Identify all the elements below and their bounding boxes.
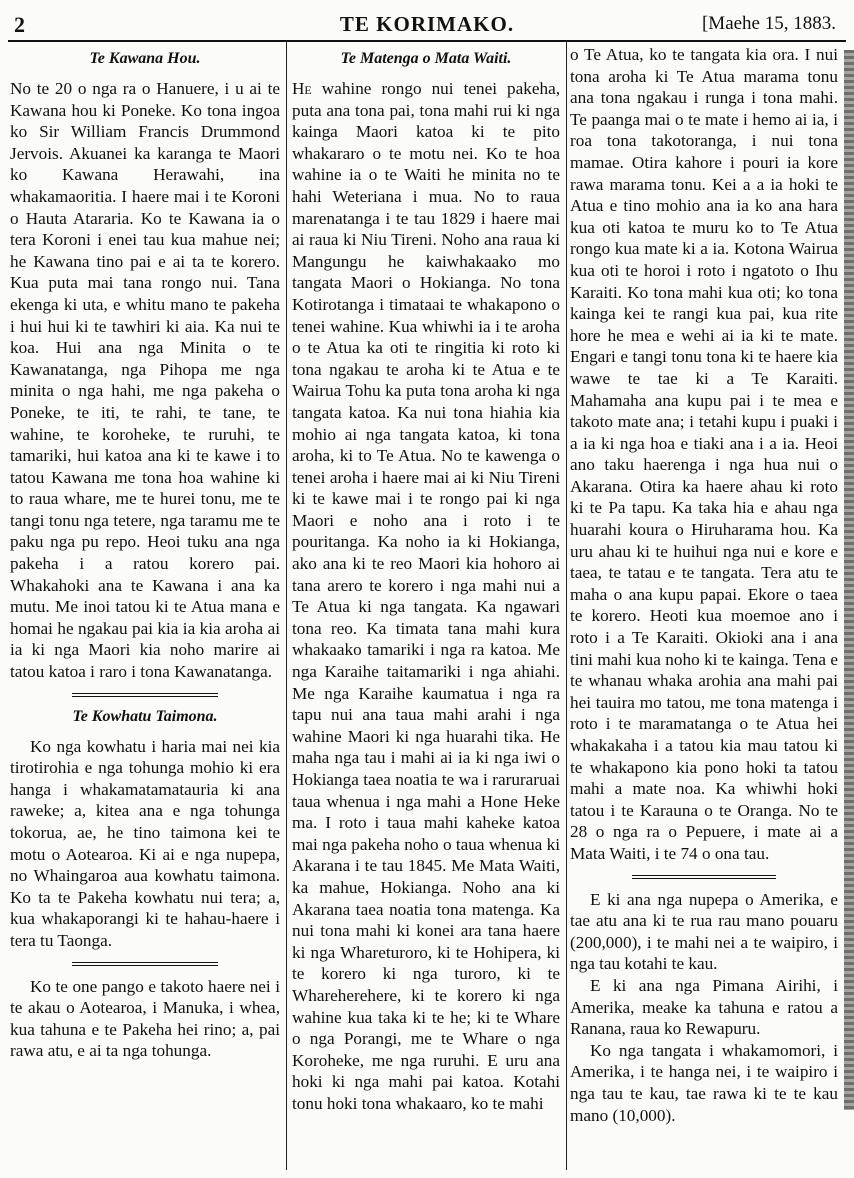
column-divider-2	[566, 42, 567, 1170]
article-body-black-sand: Ko te one pango e takoto haere nei i te akau o Aotearoa, i Manuka, i whea, kua tahuna e te Pakeha hei rino; a, pai rawa atu, e ai ta nga tohunga.	[10, 976, 280, 1061]
article-separator	[72, 962, 218, 966]
column-3	[570, 44, 838, 1170]
column-1	[10, 44, 280, 1170]
article-body-new-governor: No te 20 o nga ra o Hanuere, i u ai te Kawana hou ki Poneke. Ko tona ingoa ko Sir William Francis Drummond Jervois. Akuanei ka karanga te Maori ko Kawana Herawahi, ina whakamaoritia. I haere mai i te Koroni o Hauta Atararia. Ko te Kawana ia o tera Koroni i enei tau kua mahue nei; he Kawana tino pai e ai ta te korero. Kua puta mai tana rongo nui. Tana ekenga ki uta, e whitu mano te pakeha i hui hui ki te tawhiri ki aia. Ka nui te koa. Hui ana nga Minita o te Kawanatanga, nga Pihopa me nga minita o nga hahi, me nga pakeha o Poneke, te iti, te rahi, te tane, te wahine, te koroheke, te ruruhi, te tamariki, hui katoa ana ki te kawe i to tatou Kawana me tona hoa wahine ki to raua whare, me te hurei tonu, me te tangi tonu nga tetere, nga taramu me te paku nga pu repo. Heoi tuku ana nga pakeha i a ratou korero pai. Whakahoki ana te Kawana i ana ka mutu. Me inoi tatou ki te Atua mana e homai he ngakau pai kia ia kia aroha ai ia ki nga Maori kia noho marire ai tatou katoa i raro i tona Kawanatanga.	[10, 79, 280, 682]
page-header	[0, 0, 854, 44]
issue-date: [Maehe 15, 1883.	[701, 13, 836, 34]
article-separator	[632, 875, 777, 879]
article-first-word: He	[292, 79, 312, 98]
article-title-death-of-mata-waiti: Te Matenga o Mata Waiti.	[340, 50, 512, 67]
article-body-text: wahine rongo nui tenei pakeha, puta ana tona pai, tona mahi rui ki nga kainga Maori katoa ki te pito whakararo o te motu nei. Ko te hoa wahine ia o te Waiti he minita no te hahi Weteriana i mua. No to raua marenatanga i te tau 1829 i haere mai ai raua ki Niu Tireni. Noho ana raua ki Mangungu he kaiwhakaako mo tangata Maori o Hokianga. No tona Kotirotanga i timataai te whakapono o tenei wahine. Kua whiwhi ia i te aroha o te Atua ka oti te ringitia ki roto ki tona ngakau te aroha ki te Atua e te Wairua Tohu ka puta tona aroha ki nga tangata katoa. Ka nui tona hiahia kia mohio ai nga tangata katoa, ki tona aroha, ki to Te Atua. No te kawenga o tenei aroha i haere mai ai ki Niu Tireni ki te kawe mai i te rongo pai ki nga Maori e noho ana i roto i te pouritanga. Ka noho ia ki Hokianga, ako ana ki te reo Maori kia hohoro ai tana arero te korero i nga mahi nui a Te Atua ki nga tangata. Ka ngawari tona reo. Ka timata tana mahi kura whakaako tamariki i nga ra katoa. Me nga Karaihe taitamariki i nga ahiahi. Me nga Karaihe kaumatua i nga ra tapu nui ana taua mahi arahi i nga wahine Maori ki nga huarahi tika. He maha nga tau i mahi ai ia ki nga iwi o Hokianga taea noatia te wa i raruraruai taua whenua i nga mahi a Hone Heke ma. I roto i taua mahi kaheke katoa mai nga pakeha noho o taua whenua ki Akarana i te tau 1845. Me Mata Waiti, ka mahue, Hokianga. Noho ana ki Akarana taea noatia tona matenga. Ka nui tona mahi ki konei ara tana haere ki nga Whareturoro, ki te Hohipera, ki te korero ki nga turoro, ki te Whareherehere, ki te korero ki nga wahine kua taka ki te he; ki te Whare o nga Porangi, me te Whare o nga Koroheke, me nga ruruhi. E uru ana hoki ki nga mahi pai katoa. Kotahi tonu hoki tona whakaaro, ko te mahi	[292, 79, 560, 1113]
article-body-continued: o Te Atua, ko te tangata kia ora. I nui tona aroha ki Te Atua marama tonu ana tona ngakau i runga i tona mahi. Te paanga mai o te mate i hemo ai ia, i roa tona takotoranga, i nui tona mamae. Otira kahore i pouri ia kore rawa marama tonu. Kei a a ia hoki te Atua e tino mohio ana ia ko ana hara kua oti katoa te muru ko to Te Atua rongo kua mate ki a ia. Kotona Wairua kua oti te horoi i roto i ngatoto o Ihu Karaiti. Ko tona mahi kua oti; ko tona kainga kei te rangi kua pai, kua rite hore he mea e wehi ai ia ki te mate. Engari e tangi tonu tona ki te haere kia wawe te tae ki a Te Karaiti. Mahamaha ana kupu pai i te mea e takoto mate ana; i tetahi kupu i puaki i a ia ki nga hoa e tiaki ana i a ia. Heoi ano taku haerenga i nga hua nui o Akarana. Otira ka haere ahau ki roto ki te Pa tapu. Ka taka hia e ahau nga huarahi koura o Hiruharama hou. Ka uru ahau ki te huihui nga nui e kore e taea, te tatau e te tangata. Tera atu te maha o ana kupu papai. Ekore o taea te korero. Heoti kua moemoe ano i roto i a Te Karaiti. Okioki ana i ana tini mahi kua noho ki te kainga. Tena e te whanau whaka arohia ana mahi pai hei tauira mo tatou, me tona matenga i roto i te maramatanga o te Atua hei whakakaha i a tatou kia mau tatou ki te whakapono kia pono hoki ta tatou mahi a mate noa. Ka whiwhi hoki tatou i te Karauna o te Oranga. No te 28 o nga ra o Pepuere, i mate ai a Mata Waiti, i te 74 o ona tau.	[570, 45, 838, 863]
article-title-diamond-stone: Te Kowhatu Taimona.	[72, 707, 218, 725]
article-title-new-governor: Te Kawana Hou.	[89, 50, 201, 67]
page-edge-shadow	[844, 50, 854, 1110]
article-separator	[72, 693, 218, 697]
article-body-death-of-mata-waiti	[292, 78, 560, 1115]
column-divider-1	[286, 42, 287, 1170]
news-item-america-suicides: Ko nga tangata i whakamomori, i Amerika, i te hanga nei, i te waipiro i nga tau te kau, tae rawa ki te te kau mano (10,000).	[570, 1040, 838, 1125]
news-item-america-widows: E ki ana nga nupepa o Amerika, e tae atu ana ki te rua rau mano pouaru (200,000), i te mahi nei a te waipiro, i nga tau kotahi te kau.	[570, 889, 838, 974]
newspaper-masthead: TE KORIMAKO.	[339, 12, 515, 36]
page-number: 2	[14, 12, 25, 37]
news-item-irish-fenians: E ki ana nga Pimana Airihi, i Amerika, meake ka tahuna e ratou a Ranana, raua ko Rewapuru.	[570, 975, 838, 1039]
column-2	[292, 44, 560, 1170]
header-rule	[8, 40, 846, 42]
article-body-diamond-stone: Ko nga kowhatu i haria mai nei kia tirotirohia e nga tohunga mohio ki era hanga i whakamatamatauria ki ana raweke; a, kitea ana e nga tohunga tokorua, ae, he tino taimona kei te motu o Aotearoa. Ki ai e nga nupepa, no Whaingaroa aua kowhatu taimona. Ko ta te Pakeha kowhatu nui tera; a, kua whakaporangi ki te hahau-haere i tera tu Taonga.	[10, 736, 280, 950]
